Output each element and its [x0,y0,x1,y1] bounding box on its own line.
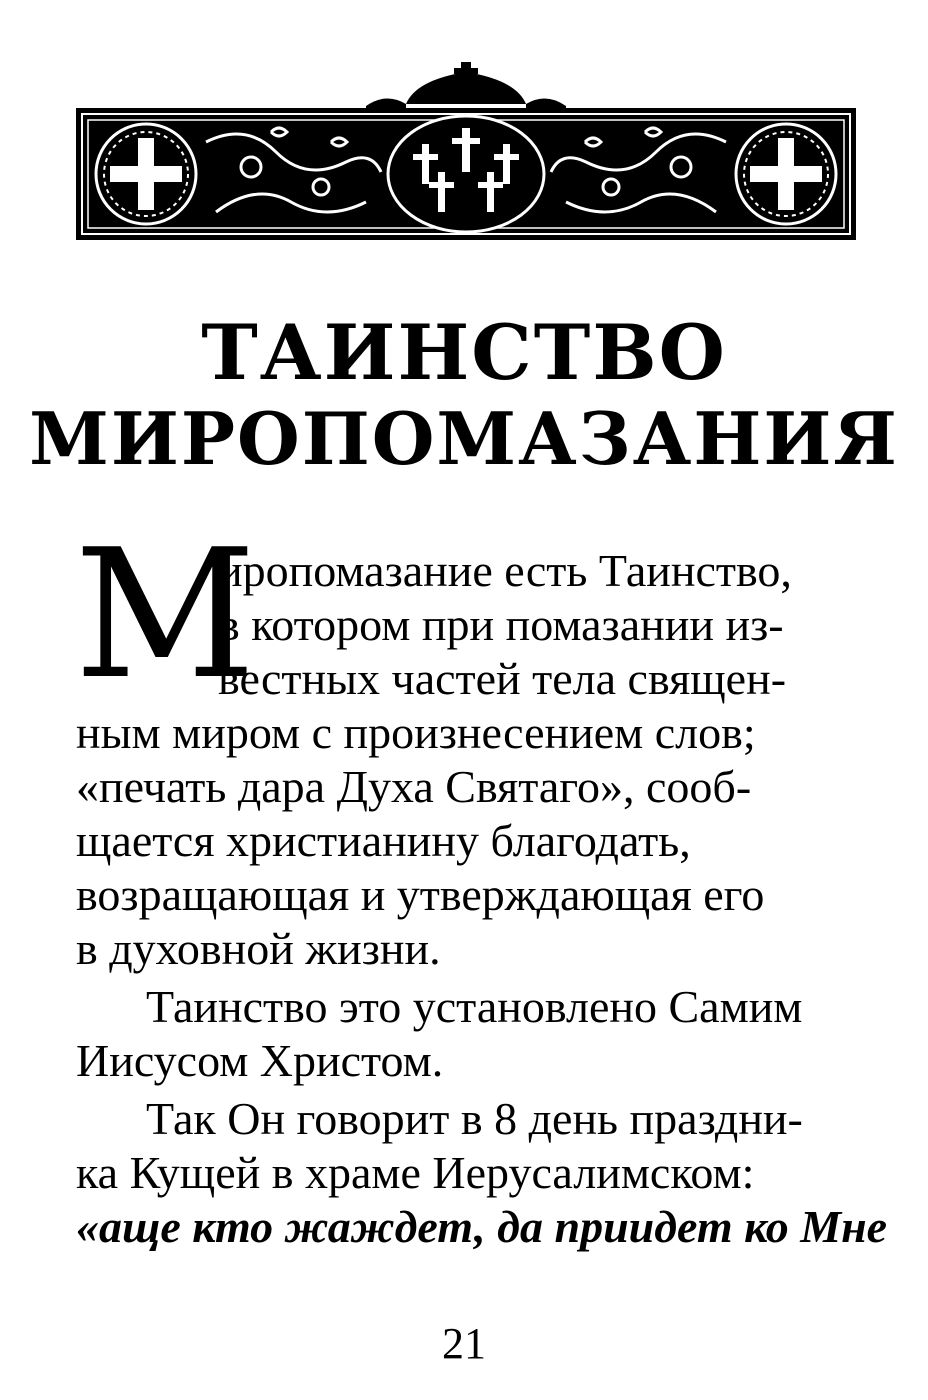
quote-line: «аще кто жаждет, да приидет ко Мне [76,1201,888,1252]
text-line: ка Кущей в храме Иерусалимском: [76,1147,755,1198]
ornament-header-icon [76,62,856,242]
text-line: ным миром с произнесением слов; [76,707,756,758]
text-line: Таинство это установлено Самим [146,981,803,1032]
text-line: Иисусом Христом. [76,1035,444,1086]
text-line: «печать дара Духа Святаго», сооб- [76,761,752,812]
page-title-line-1: ТАИНСТВО [201,308,727,397]
page-number: 21 [442,1319,486,1368]
text-line: в духовной жизни. [76,923,441,974]
page-title-line-2: МИРОПОМАЗАНИЯ [29,396,899,481]
drop-cap-letter: М [74,511,257,718]
text-line: Так Он говорит в 8 день праздни- [146,1093,803,1144]
text-line: иропомазание есть Таинство, [218,545,792,596]
text-line: в котором при помазании из- [218,599,784,650]
text-line: вестных частей тела священ- [218,653,787,704]
text-line: возращающая и утверждающая его [76,869,765,920]
text-line: щается христианину благодать, [76,815,691,866]
